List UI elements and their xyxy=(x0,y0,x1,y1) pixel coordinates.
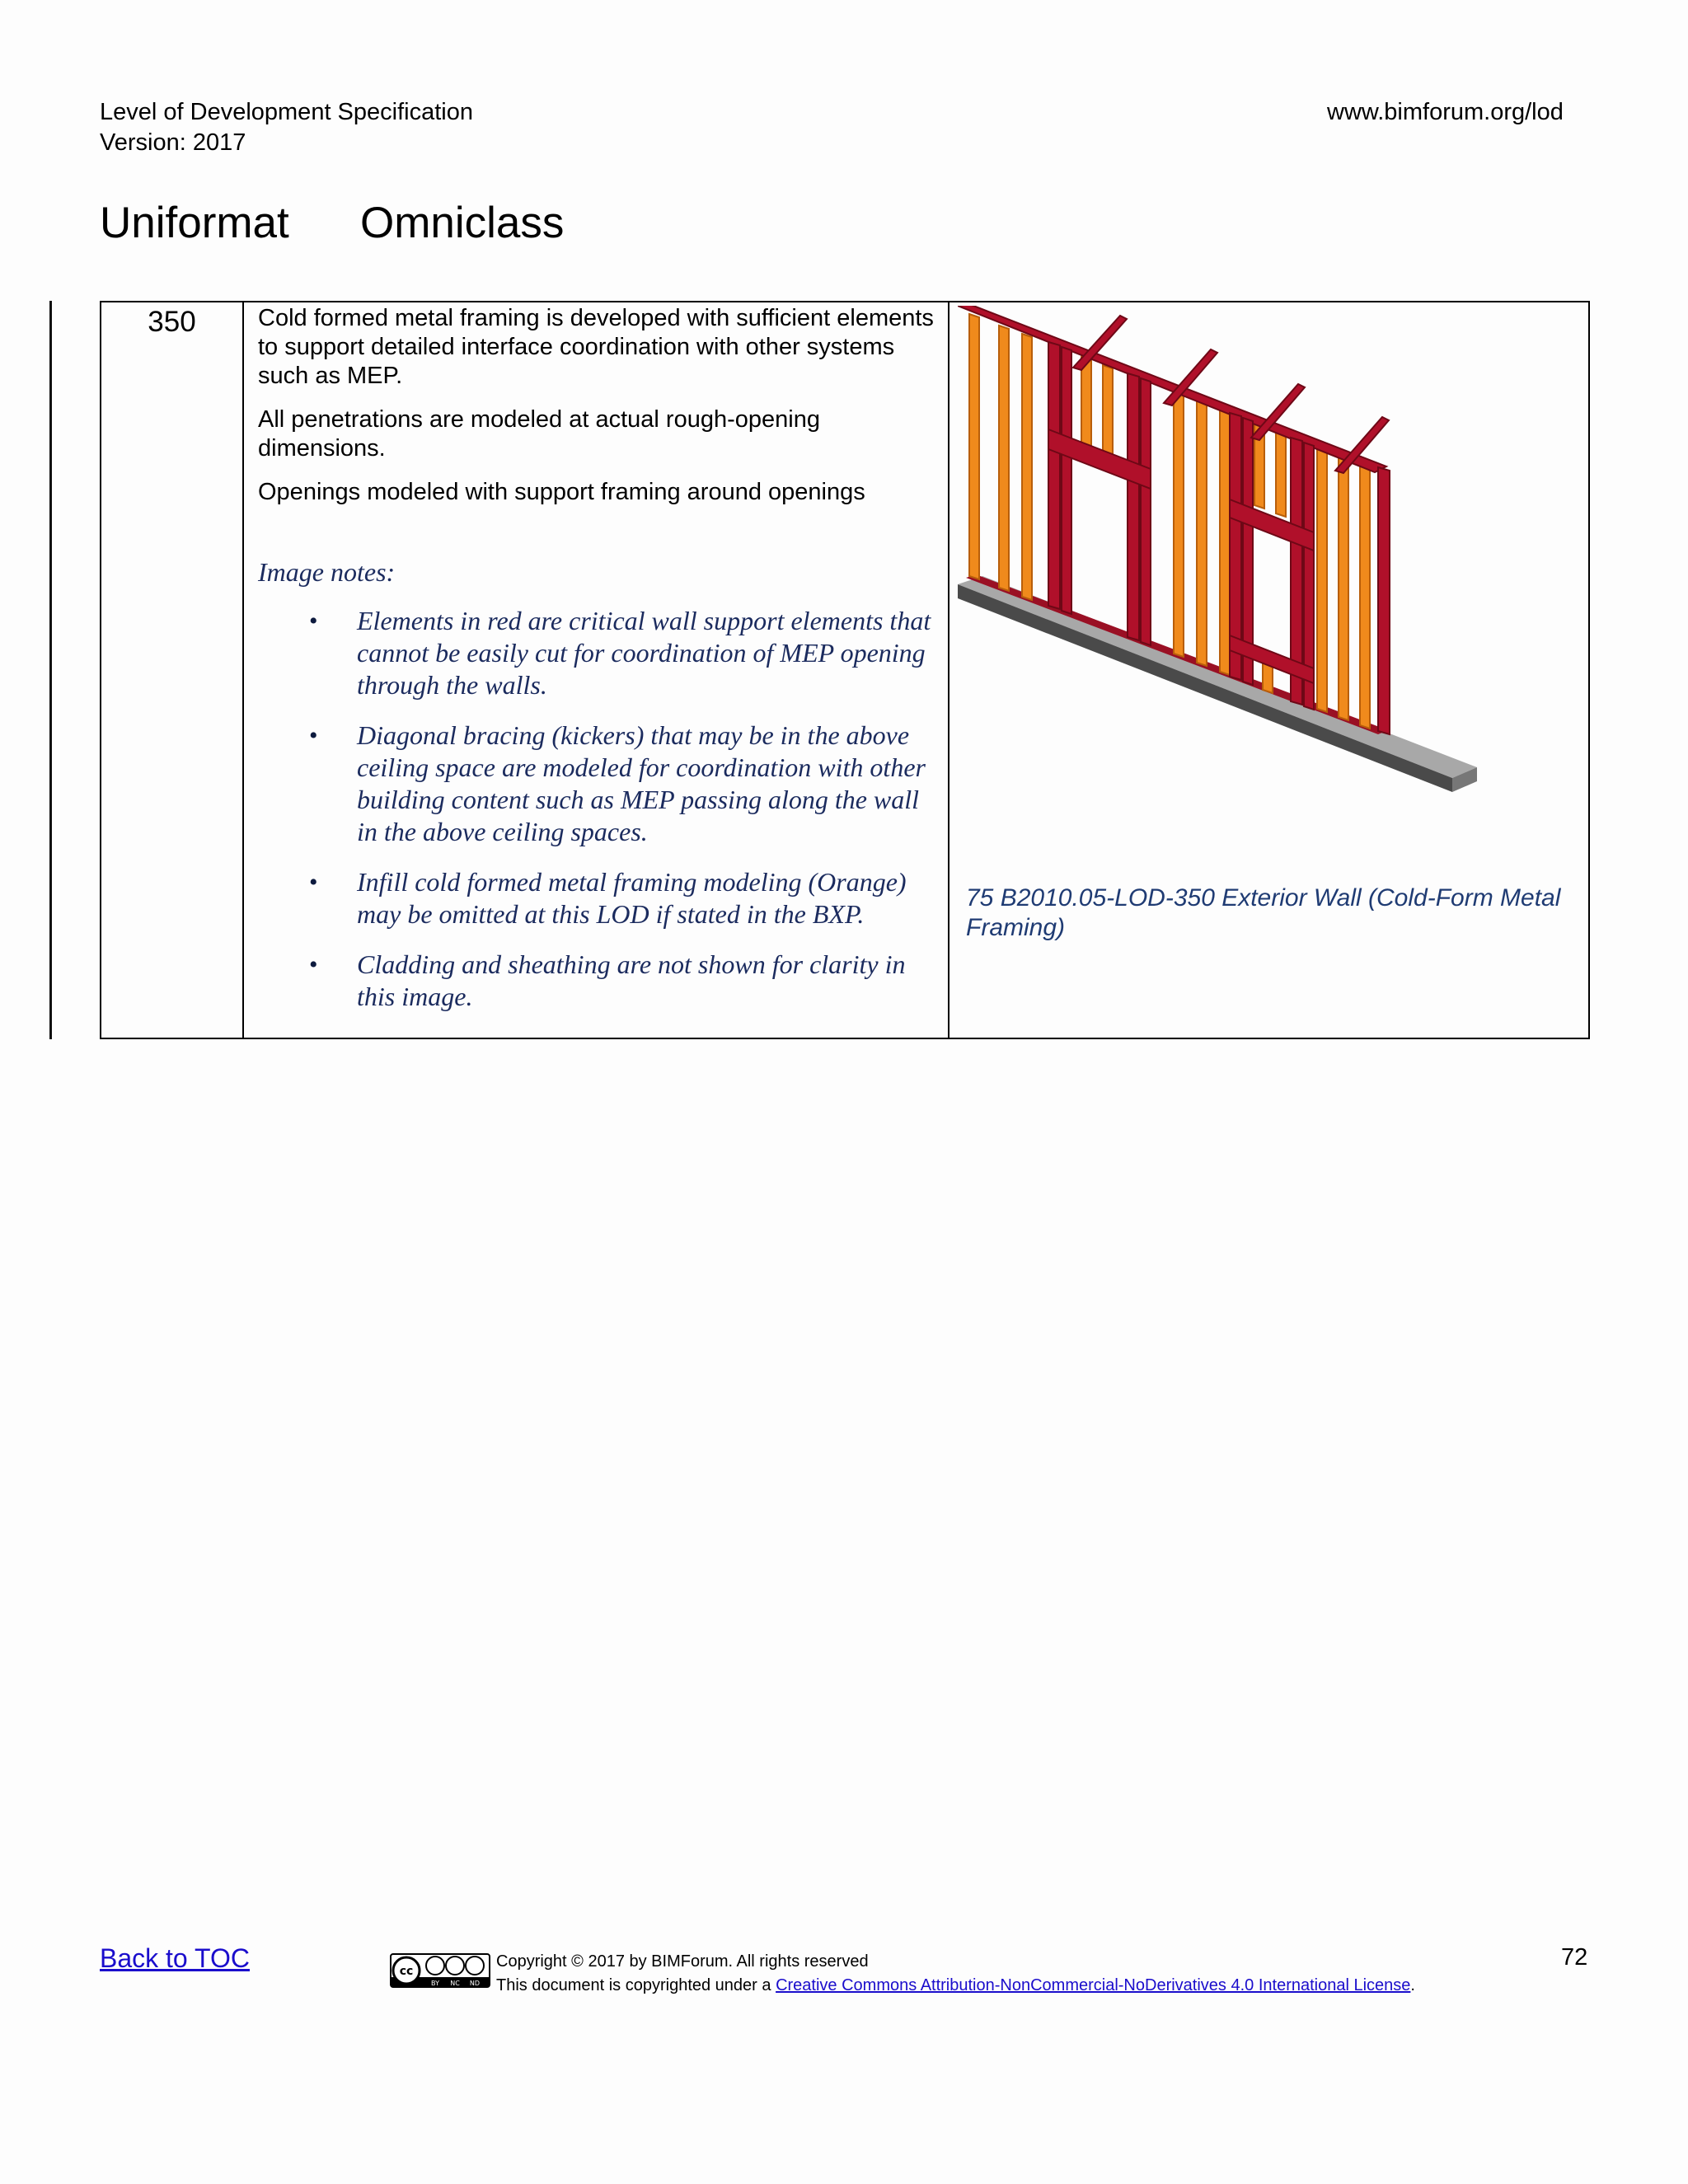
header-url: www.bimforum.org/lod xyxy=(1327,99,1564,125)
list-item xyxy=(309,949,936,1013)
bullet-icon: • xyxy=(309,722,318,749)
svg-text:ND: ND xyxy=(469,1980,481,1987)
description-paragraph: Cold formed metal framing is developed with sufficient elements to support detailed interface coordination with other systems such as MEP. xyxy=(258,305,934,389)
svg-text:BY: BY xyxy=(431,1980,439,1987)
document-title: Level of Development Specification xyxy=(100,99,473,125)
note-text: Diagonal bracing (kickers) that may be in the above ceiling space are modeled for coordination with other building content such as MEP passing along the wall in the above ceiling spaces. xyxy=(357,720,926,846)
license-prefix: This document is copyrighted under a xyxy=(496,1976,776,1994)
note-text: Infill cold formed metal framing modeling (Orange) may be omitted at this LOD if stated in the BXP. xyxy=(357,867,907,929)
description-cell xyxy=(243,302,949,1038)
copyright-line: Copyright © 2017 by BIMForum. All rights reserved xyxy=(496,1952,869,1971)
bullet-icon: • xyxy=(309,951,318,978)
description-paragraph: All penetrations are modeled at actual rough-opening dimensions. xyxy=(258,406,820,462)
list-item xyxy=(309,866,936,930)
document-header xyxy=(100,97,473,158)
back-to-toc-link[interactable]: Back to TOC xyxy=(100,1943,250,1973)
copyright-notice xyxy=(496,1950,1415,1998)
image-caption: 75 B2010.05-LOD-350 Exterior Wall (Cold-Form Metal Framing) xyxy=(966,884,1561,941)
heading-omniclass: Omniclass xyxy=(360,199,565,247)
license-link[interactable]: Creative Commons Attribution-NonCommercial-NoDerivatives 4.0 International License xyxy=(776,1976,1411,1994)
cc-license-icon xyxy=(390,1953,490,1988)
image-notes-list xyxy=(258,605,936,1013)
description-paragraph: Openings modeled with support framing around openings xyxy=(258,479,865,505)
wall-framing-image xyxy=(958,306,1485,841)
license-line xyxy=(496,1974,1415,1998)
lod-cell xyxy=(101,302,243,1038)
svg-text:NC: NC xyxy=(450,1980,460,1987)
image-cell xyxy=(949,302,1589,1038)
license-suffix: . xyxy=(1410,1976,1415,1994)
note-text: Cladding and sheathing are not shown for clarity in this image. xyxy=(357,949,906,1011)
list-item xyxy=(309,605,936,701)
svg-text:cc: cc xyxy=(399,1965,414,1978)
list-item xyxy=(309,719,936,848)
page-number: 72 xyxy=(1561,1944,1588,1971)
slab-top xyxy=(958,576,1477,778)
lod-spec-table xyxy=(100,301,1590,1039)
heading-uniformat: Uniformat xyxy=(100,199,289,247)
bullet-icon: • xyxy=(309,869,318,896)
document-version: Version: 2017 xyxy=(100,129,246,156)
table-row xyxy=(101,302,1589,1038)
change-bar xyxy=(49,301,52,1039)
section-headings xyxy=(100,198,564,249)
bullet-icon: • xyxy=(309,607,318,635)
lod-number: 350 xyxy=(148,306,196,338)
note-text: Elements in red are critical wall support elements that cannot be easily cut for coordination of MEP opening through the walls. xyxy=(357,606,931,700)
image-notes-title: Image notes: xyxy=(258,557,396,587)
